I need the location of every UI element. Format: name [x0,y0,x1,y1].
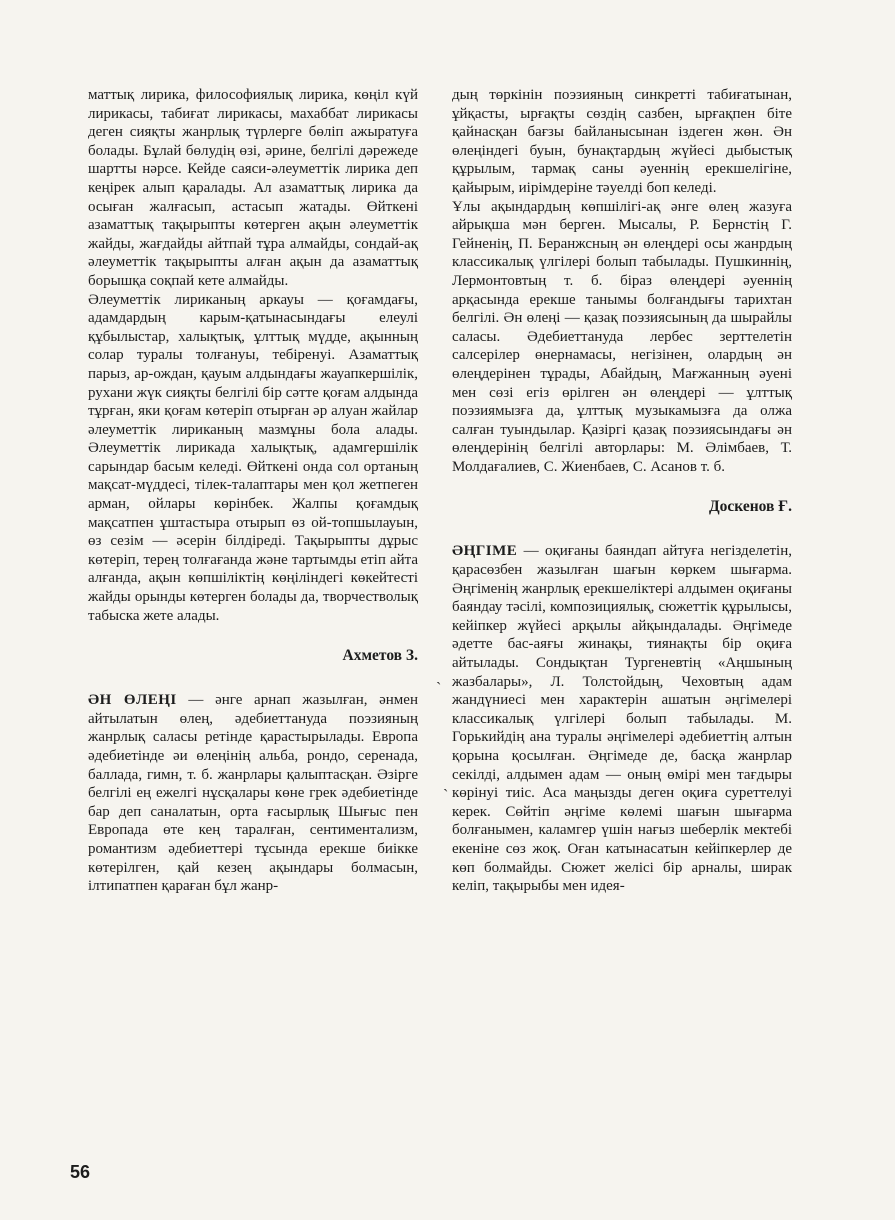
paragraph-social-lyric: Әлеуметтік лириканың аркауы — қоғамдағы, адамдардың карым-қатынасындағы елеулі құбылыстар, халықтық, ұлттық мүдде, ақынның солар туралы толғануы, тебіренуі. Азаматтық парыз, ар-ождан, қауым алдындағы жауапкершілік, рухани жүк сияқты белгілі бір сәтте қоғам алдында тұрған, яки қоғам көтеріп отырған әр алуан жайлар әлеуметтік лириканың мазмұны бола алады. Әлеуметтік лирикада халықтық, адамгершілік сарындар басым келеді. Өйткені онда сол ортаның мақсат-мүддесі, тілек-талаптары мен қол жетпеген арман, ойлары көрінбек. Жалпы қоғамдық мақсатпен ұштастыра отырып өз ой-топшылауын, өз сезім — әсерін білдіреді. Тақырыпты дұрыс көтеріп, терең толғағанда және тартымды етіп айта алғанда, ақын көпшіліктің көңіліндегі көкейтесті жайды орынды көтерген болады да, творчестволық табыска жете алады. [88,291,418,624]
entry-short-story [452,542,792,895]
author-signature-akhmetov: Ахметов З. [342,647,418,665]
margin-tick-mark: ˏ [436,668,442,685]
entry-term-short-story: ӘҢГІМЕ [452,543,518,560]
page-number: 56 [70,1162,91,1182]
paragraph-song-poem-continued: дың төркінін поэзияның синкретті табиғатынан, ұйқасты, ырғақты сөздің сазбен, ырғақпен біте қайнасқан бағзы байланысынан іздеген жөн. Ән өлеңіндегі буын, бунақтардың жүйесі дыбыстық құрылым, тармақ саны әуеннің ерекшелігіне, қайырым, иірімдеріне тәуелді боп келеді. [452,87,792,196]
entry-song-poem [88,691,418,896]
margin-tick-mark: ˎ [443,775,449,792]
right-column [452,86,792,896]
entry-term-song-poem: ӘН ӨЛЕҢІ [88,692,177,709]
left-column [88,86,418,896]
paragraph-great-poets: Ұлы ақындардың көпшілігі-ақ әнге өлең жазуға айрықша мән берген. Мысалы, Р. Бернстің Г. Гейненің, П. Беранжсның ән өлеңдері осы жанрдың классикалық үлгілері болып табылады. Пушкиннің, Лермонтовтың т. б. біраз өлеңдері әуеннің арқасында ерекше танымы болғандығы тарихтан белгілі. Ән өлеңі — қазақ поэзиясының да шырайлы саласы. Әдебиеттануда лербес зерттелетін салсерілер өнернамасы, негізінен, олардың ән өлеңдерінен тұрады, Абайдың, Мағжанның әуені мен сөзі егіз өрілген ән өлеңдері — ұлттық поэзиямызға да, ұлттық музыкамызға да олжа салған туындылар. Қазіргі қазақ поэзиясындағы ән өлеңдерінің белгілі авторлары: М. Әлімбаев, Т. Молдағалиев, С. Жиенбаев, С. Асанов т. б. [452,198,792,475]
entry-text-song-poem: — әнге арнап жазылған, әнмен айтылатын өлең, әдебиеттануда поэзияның жанрлық саласы ретінде қарастырылады. Европа әдебиетінде әи өлеңінің альба, рондо, серенада, баллада, гимн, т. б. жанрлары қалыптасқан. Әзірге белгілі ең ежелгі нұсқалары көне грек әдебиетінде бар деп саналатын, орта ғасырлық Шығыс пен Европада өте кең таралған, сентиментализм, романтизм әдебиеттері тұсында ерекше биікке көтерілген, қай кезең ақындары болмасын, ілтипатпен қараған бұл жанр- [88,692,418,895]
author-signature-doskenov: Доскенов Ғ. [709,498,792,516]
entry-text-short-story: — оқиғаны баяндап айтуға негізделетін, қарасөзбен жазылған шағын көркем шығарма. Әңгіменің жанрлық ерекшеліктері алдымен оқиғаны баяндау тәсілі, композициялық, сюжеттік құрылысы, кейіпкер жүйесі арқылы айқындалады. Әңгімеде әдетте бас-аяғы жинақы, тиянақты бір оқиға айтылады. Сондықтан Тургеневтің «Аңшының жазбалары», Л. Толстойдың, Чеховтың адам жандүниесі мен характерін ашатын әңгімелері классикалық үлгілері болып табылады. М. Горькийдің ана туралы әңгімелері әдебиеттің алтын қорына қосылған. Әңгімеде де, басқа жанрлар секілді, алдымен адам — оның өмірі мен тағдыры көрінуі тиіс. Аса маңызды деген оқиға суреттелуі керек. Сөйтіп әңгіме көлемі шағын шығарма болғанымен, каламгер үшін нағыз шеберлік мектебі екеніне сөз жоқ. Оған катынасатын кейіпкерлер де көп болмайды. Сюжет желісі бір арналы, ширак келіп, тақырыбы мен идея- [452,543,792,895]
paragraph-lyric-types: маттық лирика, философиялық лирика, көңіл күй лирикасы, табиғат лирикасы, махаббат лирикасы деген сияқты жанрлық түрлерге бөліп ажыратуға болады. Бұлай бөлудің өзі, әрине, белгілі дәрежеде шартты нәрсе. Кейде саяси-әлеуметтік лирика деп кеңірек алып қаралады. Ал азаматтық лирика да осыған жалғасып, астасып жатады. Өйткені азаматтық тақырыпты көтерген ақын әлеуметтік жайды, жағдайды айтпай тұра алмайды, сондай-ақ әлеуметтік тақырыпты алған ақын да азаматтық борышқа соқпай кете алмайды. [88,87,418,289]
